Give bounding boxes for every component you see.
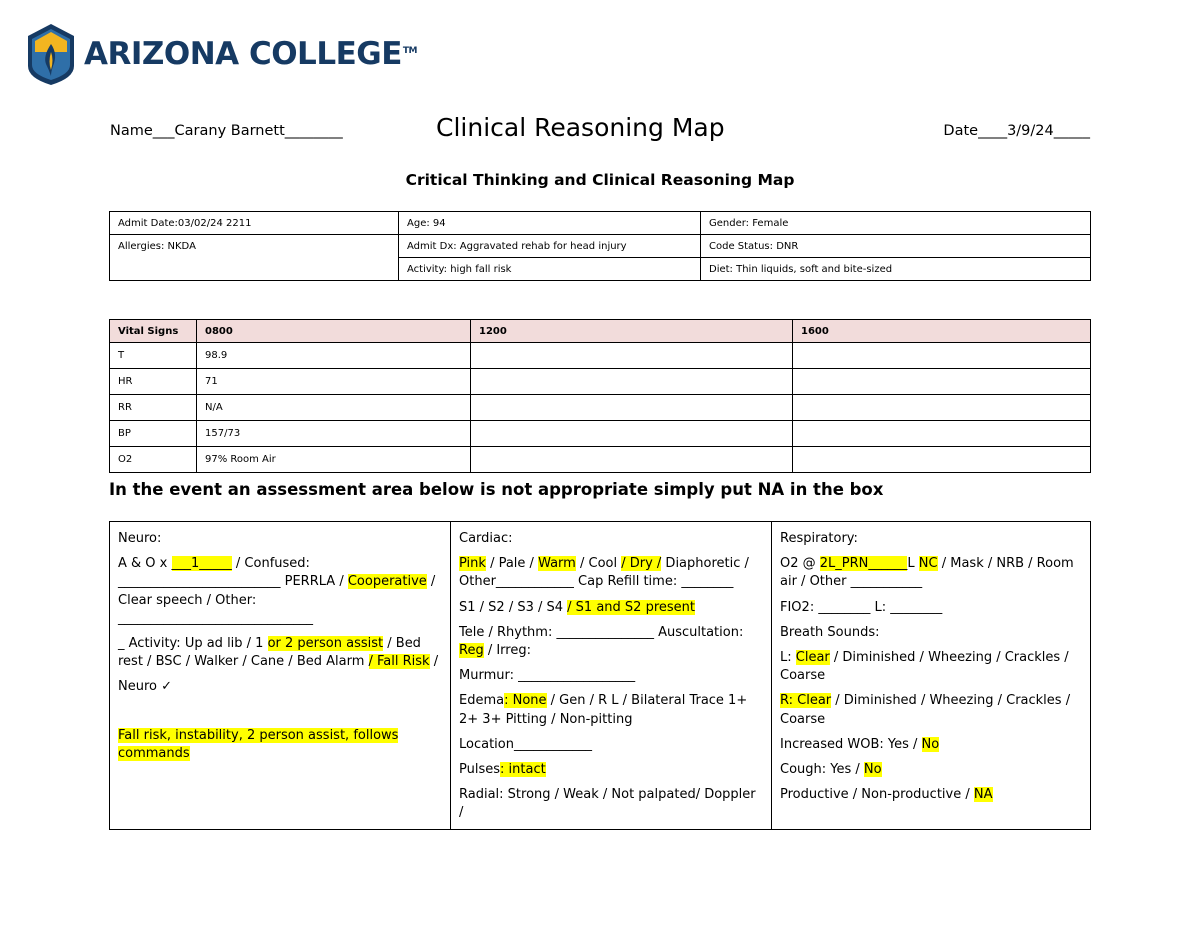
vital-value [471, 421, 793, 447]
column-header: Vital Signs [110, 320, 197, 343]
table-row [110, 235, 1091, 258]
page-header [110, 113, 1090, 149]
highlight: Warm [538, 556, 576, 572]
neuro-orientation: A & O x ___1_____ / Confused: _________________________ PERRLA / Cooperative / Clear speech / Other: ______________________________ [118, 556, 436, 626]
vital-value [793, 395, 1091, 421]
vital-value: 98.9 [197, 343, 471, 369]
cardiac-title: Cardiac: [459, 531, 513, 546]
instruction-notice: In the event an assessment area below is not appropriate simply put NA in the box [109, 480, 884, 499]
highlight: : intact [500, 761, 546, 777]
patient-info-table [109, 211, 1091, 281]
highlight: / S1 and S2 present [567, 599, 696, 615]
table-row [110, 522, 1091, 830]
highlight: NC [918, 556, 938, 572]
highlight: : None [504, 693, 547, 709]
highlight: Clear [795, 649, 830, 665]
admit-date-cell: Admit Date:03/02/24 2211 [110, 212, 399, 235]
vital-value: 97% Room Air [197, 447, 471, 473]
respiratory-fio2: FIO2: ________ L: ________ [780, 599, 943, 615]
cardiac-skin: Pink / Pale / Warm / Cool / Dry / Diaphoretic / Other____________ Cap Refill time: ________ [459, 556, 749, 590]
highlight: NA [973, 787, 993, 803]
vital-value [793, 369, 1091, 395]
highlight: Pink [459, 556, 486, 572]
respiratory-right: R: Clear / Diminished / Wheezing / Crackles / Coarse [780, 693, 1071, 727]
table-row [110, 395, 1091, 421]
vitals-header-row [110, 320, 1091, 343]
column-header: 0800 [197, 320, 471, 343]
highlight: ___1_____ [171, 556, 232, 572]
column-header: 1200 [471, 320, 793, 343]
table-row [110, 212, 1091, 235]
vital-label: RR [110, 395, 197, 421]
allergies-cell: Allergies: NKDA [110, 235, 399, 281]
gender-cell: Gender: Female [701, 212, 1091, 235]
date-field: Date____3/9/24_____ [943, 123, 1090, 139]
vital-value [471, 447, 793, 473]
highlight: Reg [459, 642, 484, 658]
vital-value [793, 343, 1091, 369]
column-header: 1600 [793, 320, 1091, 343]
vital-value: 71 [197, 369, 471, 395]
respiratory-cough: Cough: Yes / No [780, 761, 882, 777]
highlight: 2L_PRN______ [819, 556, 908, 572]
arizona-college-logo [26, 22, 417, 86]
subtitle: Critical Thinking and Clinical Reasoning Map [405, 171, 795, 189]
highlight: / Fall Risk [368, 654, 430, 670]
diet-cell: Diet: Thin liquids, soft and bite-sized [701, 258, 1091, 281]
assessment-table [109, 521, 1091, 830]
vital-value: 157/73 [197, 421, 471, 447]
highlight: or 2 person assist [267, 635, 384, 651]
cardiac-tele: Tele / Rhythm: _______________ Auscultation: Reg / Irreg: [459, 624, 744, 658]
respiratory-title: Respiratory: [780, 531, 858, 546]
admit-dx-cell: Admit Dx: Aggravated rehab for head injury [399, 235, 701, 258]
vital-label: O2 [110, 447, 197, 473]
neuro-check: Neuro ✓ [118, 679, 172, 695]
table-row [110, 343, 1091, 369]
cardiac-murmur: Murmur: __________________ [459, 668, 636, 684]
page-title: Clinical Reasoning Map [436, 113, 725, 142]
highlight: / Dry / [621, 556, 662, 572]
code-status-cell: Code Status: DNR [701, 235, 1091, 258]
vital-value: N/A [197, 395, 471, 421]
respiratory-o2: O2 @ 2L_PRN______L NC / Mask / NRB / Room air / Other ___________ [780, 556, 1074, 590]
vital-value [793, 421, 1091, 447]
cardiac-sounds: S1 / S2 / S3 / S4 / S1 and S2 present [459, 599, 696, 615]
highlight: R: Clear [780, 693, 832, 709]
table-row [110, 421, 1091, 447]
activity-cell: Activity: high fall risk [399, 258, 701, 281]
table-row [110, 369, 1091, 395]
respiratory-productive: Productive / Non-productive / NA [780, 787, 993, 803]
vital-label: BP [110, 421, 197, 447]
student-name: Name___Carany Barnett________ [110, 123, 343, 139]
brand-name: ARIZONA COLLEGE™ [84, 36, 417, 72]
highlight: No [921, 736, 940, 752]
age-cell: Age: 94 [399, 212, 701, 235]
highlight: Cooperative [347, 574, 427, 590]
cardiac-location: Location____________ [459, 736, 592, 752]
respiratory-left: L: Clear / Diminished / Wheezing / Crackles / Coarse [780, 649, 1069, 684]
vital-value [471, 395, 793, 421]
vital-value [471, 369, 793, 395]
cardiac-cell [451, 522, 772, 830]
highlight: No [863, 761, 882, 777]
vital-signs-table [109, 319, 1091, 473]
respiratory-breath-sounds: Breath Sounds: [780, 624, 880, 640]
table-row [110, 447, 1091, 473]
highlight: Fall risk, instability, 2 person assist, follows commands [118, 727, 399, 761]
trademark: TM [402, 45, 417, 56]
vital-value [471, 343, 793, 369]
vital-value [793, 447, 1091, 473]
respiratory-cell [772, 522, 1091, 830]
respiratory-wob: Increased WOB: Yes / No [780, 736, 940, 752]
neuro-activity: _ Activity: Up ad lib / 1 or 2 person assist / Bed rest / BSC / Walker / Cane / Bed Alarm / Fall Risk / [118, 635, 439, 670]
cardiac-pulses: Pulses: intact [459, 761, 546, 777]
shield-icon [26, 22, 76, 86]
neuro-title: Neuro: [118, 531, 162, 546]
vital-label: T [110, 343, 197, 369]
neuro-note [118, 727, 442, 763]
vital-label: HR [110, 369, 197, 395]
neuro-cell [110, 522, 451, 830]
cardiac-radial: Radial: Strong / Weak / Not palpated/ Doppler / [459, 787, 756, 821]
cardiac-edema: Edema: None / Gen / R L / Bilateral Trace 1+ 2+ 3+ Pitting / Non-pitting [459, 693, 748, 727]
